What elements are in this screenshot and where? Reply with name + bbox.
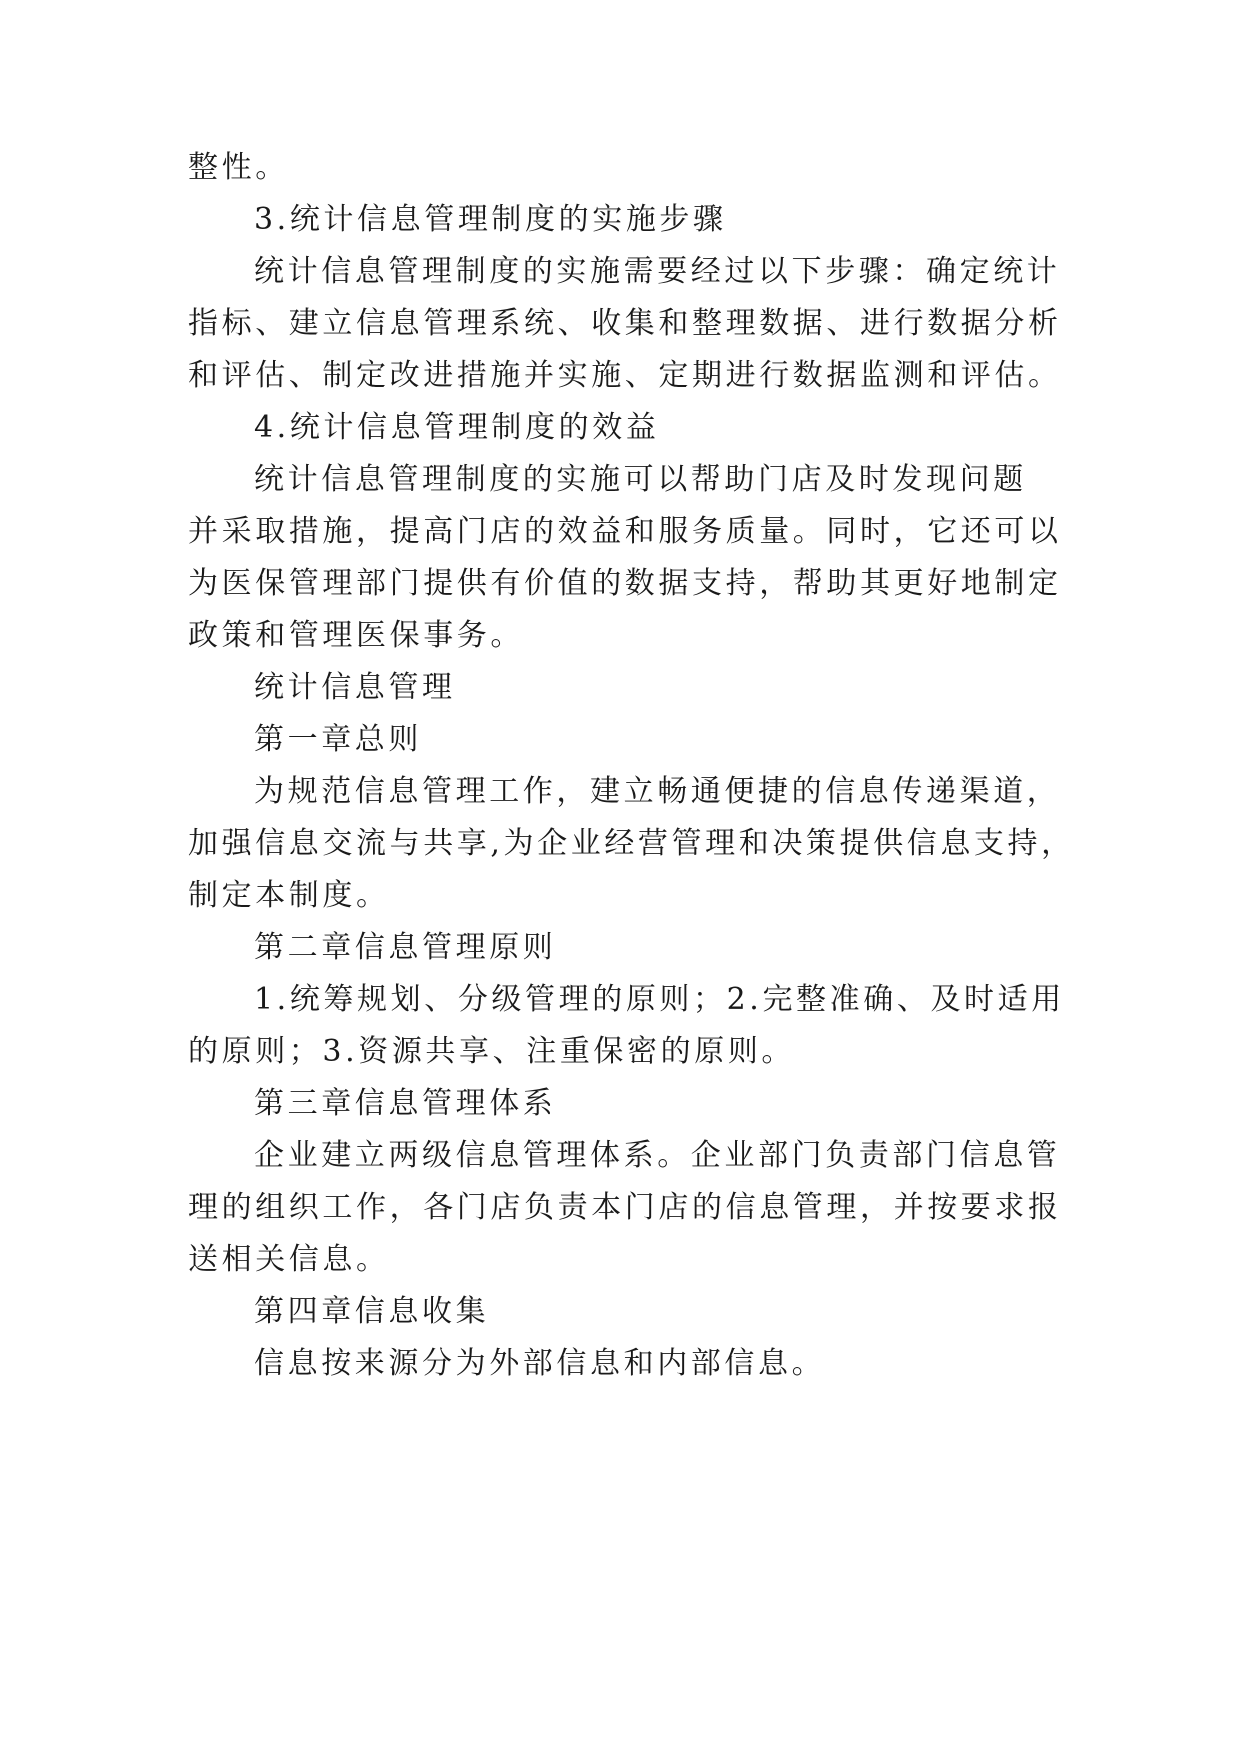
text-line: 统计信息管理制度的实施可以帮助门店及时发现问题 — [254, 462, 1027, 497]
text-line: 为规范信息管理工作，建立畅通便捷的信息传递渠道， — [254, 774, 1061, 809]
section-heading: 4.统计信息管理制度的效益 — [254, 410, 660, 445]
chapter-heading: 第二章信息管理原则 — [254, 930, 557, 965]
chapter-heading: 第一章总则 — [254, 722, 422, 757]
text-line: 政策和管理医保事务。 — [188, 618, 524, 653]
chapter-heading: 第四章信息收集 — [254, 1294, 490, 1329]
text-line: 信息按来源分为外部信息和内部信息。 — [254, 1346, 826, 1381]
text-line: 为医保管理部门提供有价值的数据支持，帮助其更好地制定 — [188, 566, 1062, 601]
text-line: 并采取措施，提高门店的效益和服务质量。同时，它还可以 — [188, 514, 1062, 549]
chapter-heading: 第三章信息管理体系 — [254, 1086, 557, 1121]
text-line: 1.统筹规划、分级管理的原则；2.完整准确、及时适用 — [254, 982, 1065, 1017]
text-line: 整性。 — [188, 150, 289, 185]
document-title: 统计信息管理 — [254, 670, 456, 705]
text-line: 制定本制度。 — [188, 878, 390, 913]
text-line: 和评估、制定改进措施并实施、定期进行数据监测和评估。 — [188, 358, 1062, 393]
text-line: 送相关信息。 — [188, 1242, 390, 1277]
text-line: 加强信息交流与共享,为企业经营管理和决策提供信息支持， — [188, 826, 1075, 861]
text-line: 的原则；3.资源共享、注重保密的原则。 — [188, 1034, 796, 1069]
text-line: 理的组织工作，各门店负责本门店的信息管理，并按要求报 — [188, 1190, 1062, 1225]
text-line: 统计信息管理制度的实施需要经过以下步骤：确定统计 — [254, 254, 1061, 289]
section-heading: 3.统计信息管理制度的实施步骤 — [254, 202, 727, 237]
text-line: 指标、建立信息管理系统、收集和整理数据、进行数据分析 — [188, 306, 1062, 341]
text-line: 企业建立两级信息管理体系。企业部门负责部门信息管 — [254, 1138, 1061, 1173]
